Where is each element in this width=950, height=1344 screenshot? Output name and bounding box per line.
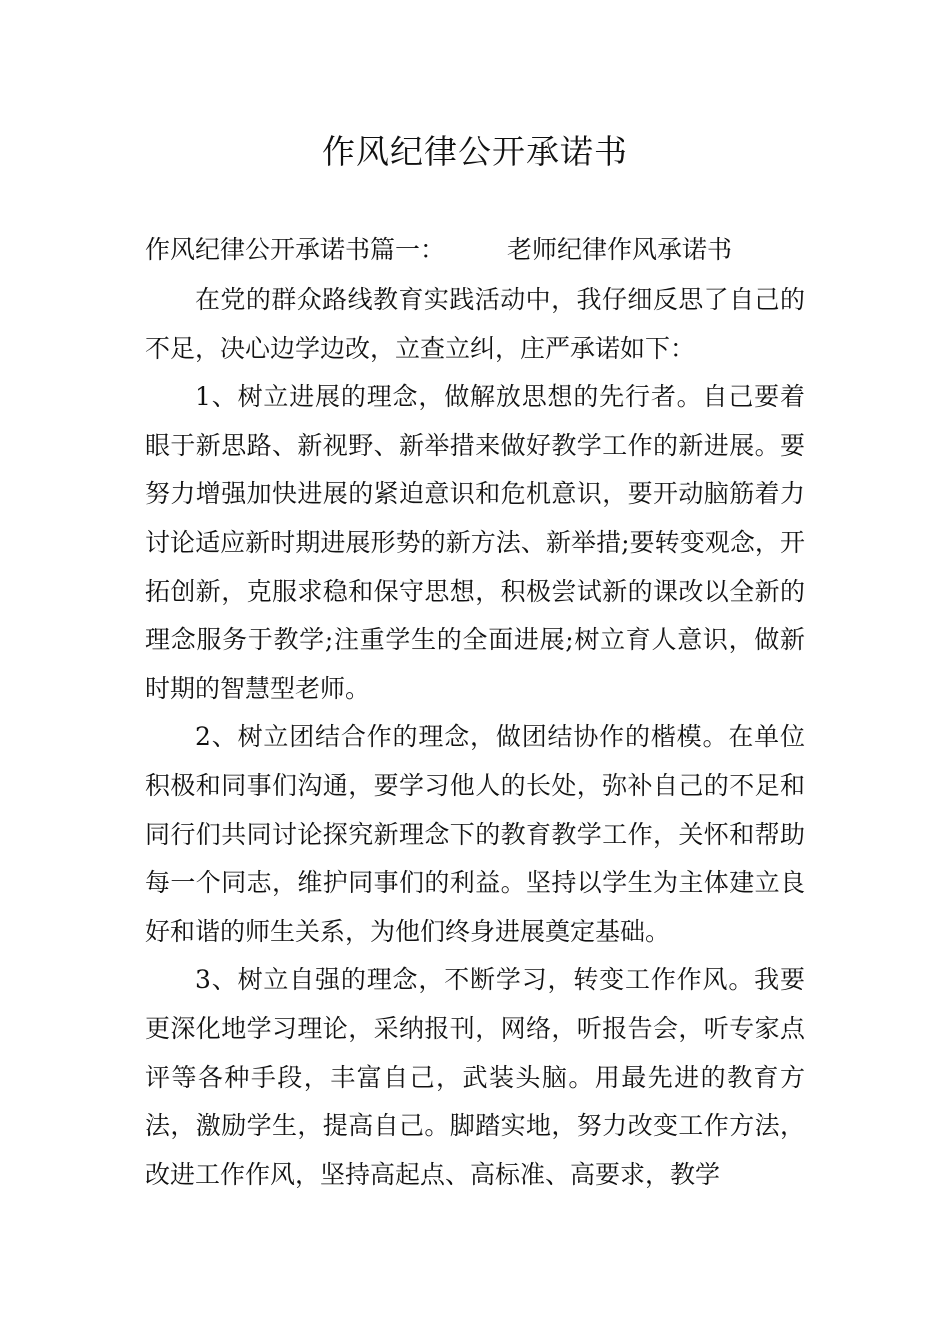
document-title: 作风纪律公开承诺书 xyxy=(322,132,628,171)
paragraph-item-3: 3、树立自强的理念，不断学习，转变工作作风。我要更深化地学习理论，采纳报刊，网络，听报告会，听专家点评等各种手段，丰富自己，武装头脑。用最先进的教育方法，激励学生，提高自己。脚踏实地，努力改变工作方法，改进工作作风，坚持高起点、高标准、高要求，教学 xyxy=(145,965,805,1189)
document-body xyxy=(145,276,805,1199)
paragraph-intro: 在党的群众路线教育实践活动中，我仔细反思了自己的不足，决心边学边改，立查立纠，庄严承诺如下： xyxy=(145,285,805,363)
section-label: 作风纪律公开承诺书篇一： xyxy=(145,235,446,264)
section-title: 老师纪律作风承诺书 xyxy=(507,235,733,264)
paragraph-item-1: 1、树立进展的理念，做解放思想的先行者。自己要着眼于新思路、新视野、新举措来做好教学工作的新进展。要努力增强加快进展的紧迫意识和危机意识，要开动脑筋着力讨论适应新时期进展形势的新方法、新举措;要转变观念，开拓创新，克服求稳和保守思想，积极尝试新的课改以全新的理念服务于教学;注重学生的全面进展;树立育人意识，做新时期的智慧型老师。 xyxy=(145,382,805,703)
paragraph-item-2: 2、树立团结合作的理念，做团结协作的楷模。在单位积极和同事们沟通，要学习他人的长处，弥补自己的不足和同行们共同讨论探究新理念下的教育教学工作，关怀和帮助每一个同志，维护同事们的利益。坚持以学生为主体建立良好和谐的师生关系，为他们终身进展奠定基础。 xyxy=(145,722,805,946)
section-heading xyxy=(145,226,825,274)
